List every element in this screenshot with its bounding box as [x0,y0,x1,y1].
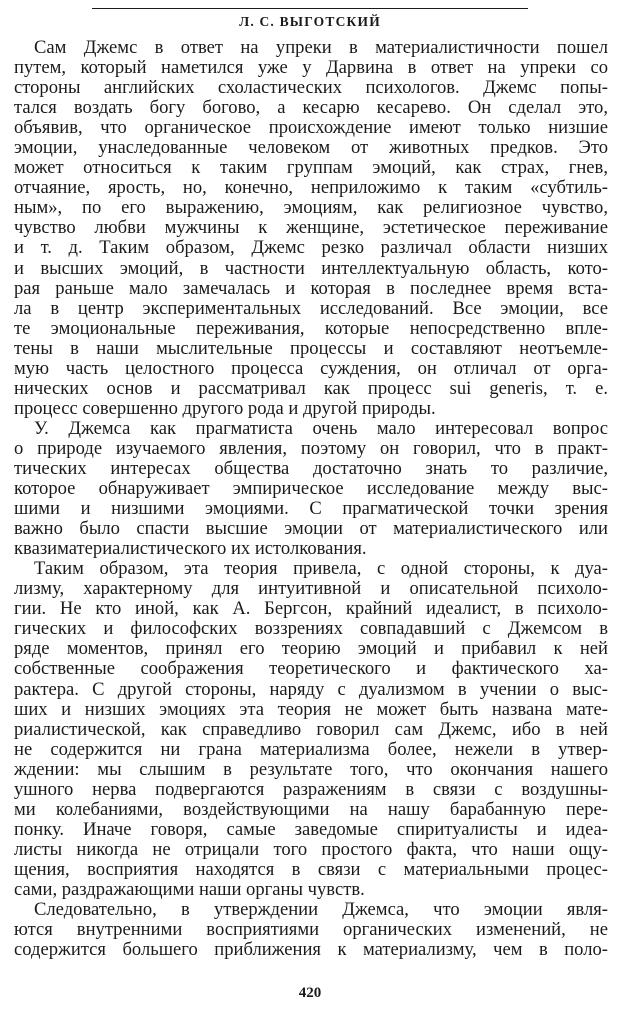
text-line: и высших эмоций, в частности интеллектуальную область, кото- [14,258,608,279]
text-line: эмоции, унаследованные человеком от животных предков. Это [14,138,608,159]
text-line: лизму, характерному для интуитивной и описательной психоло- [14,579,608,600]
text-line: важно было спасти высшие эмоции от материалистического или [14,519,608,540]
text-line: ми колебаниями, воздействующими на нашу барабанную пере- [14,799,608,820]
text-line: ушного нерва подвергаются разражениям в связи с воздушны- [14,779,608,800]
paragraph [14,38,608,419]
text-line: квазиматериалистического их истолкования. [14,539,367,560]
text-line: сами, раздражающими наши органы чувств. [14,879,365,900]
text-line: содержится большего приближения к материализму, чем в поло- [14,940,608,961]
text-line: которое обнаруживает эмпирическое исследование между выс- [14,479,608,500]
text-line: ждении: мы слышим в результате того, что окончания нашего [14,759,608,780]
text-line: рактера. С другой стороны, наряду с дуализмом в учении о выс- [14,679,608,700]
text-line: и т. д. Таким образом, Джемс резко различал области низших [14,238,608,259]
text-line: Таким образом, эта теория привела, с одной стороны, к дуа- [34,559,608,580]
text-line: гических и философских воззрениях совпадавший с Джемсом в [14,619,608,640]
text-line: не содержится ни грана материализма более, нежели в утвер- [14,739,608,760]
text-line: стороны английских схоластических психологов. Джемс попы- [14,78,608,99]
text-line: рая раньше мало замечалась и которая в последнее время вста- [14,278,608,299]
text-line: ших и низших эмоциях эта теория не может быть названа мате- [14,699,608,720]
text-line: отчаяние, ярость, но, конечно, неприложимо к таким «субтиль- [14,178,608,199]
paragraph [14,900,608,960]
page-number: 420 [298,985,322,1001]
text-line: процесс совершенно другого рода и другой природы. [14,398,436,419]
text-line: щения, восприятия находятся в связи с материальными процес- [14,859,608,880]
text-line: ла в центр экспериментальных исследований. Все эмоции, все [14,298,608,319]
text-line: может относиться к таким группам эмоций, как страх, гнев, [14,158,608,179]
text-line: путем, который наметился уже у Дарвина в ответ на упреки со [14,58,608,79]
text-line: нических основ и рассматривал как процесс sui generis, т. е. [14,378,608,399]
text-line: ются внутренними восприятиями органических изменений, не [14,920,608,941]
text-line: объявив, что органическое происхождение имеют только низшие [14,118,608,139]
text-line: шими и низшими эмоциями. С прагматической точки зрения [14,499,608,520]
text-line: листы никогда не отрицали того простого факта, что наши ощу- [14,839,608,860]
text-line: те эмоциональные переживания, которые непосредственно вплe- [14,318,608,339]
text-line: У. Джемса как прагматиста очень мало интересовал вопрос [34,418,608,439]
paragraph [14,419,608,559]
body-text [14,38,608,960]
text-line: ряде моментов, принял его теорию эмоций и прибавил к ней [14,639,608,660]
text-line: понку. Иначе говоря, самые заведомые спиритуалисты и идеа- [14,819,608,840]
text-line: чувство любви мужчины к женщине, эстетическое переживание [14,218,608,239]
text-line: мую часть целостного процесса суждения, он отличал от орга- [14,358,608,379]
running-head: Л. С. ВЫГОТСКИЙ [239,14,381,29]
text-line: тены в наши мыслительные процессы и составляют неотъемле- [14,338,608,359]
header-rule [92,8,528,9]
text-line: тических интересах общества достаточно знать то различие, [14,458,608,479]
text-line: ным», по его выражению, эмоциям, как религиозное чувство, [14,198,608,219]
paragraph [14,559,608,900]
text-line: риалистической, как справедливо говорил сам Джемс, ибо в ней [14,719,608,740]
text-line: тался воздать богу богово, а кесарю кесарево. Он сделал это, [14,98,608,119]
text-line: о природе изучаемого явления, поэтому он говорил, что в практ- [14,438,608,459]
text-line: гии. Не кто иной, как А. Бергсон, крайний идеалист, в психоло- [14,599,608,620]
text-line: Следовательно, в утверждении Джемса, что эмоции явля- [34,900,608,921]
text-line: Сам Джемс в ответ на упреки в материалистичности пошел [34,38,608,58]
text-line: собственные соображения теоретического и фактического ха- [14,659,608,680]
